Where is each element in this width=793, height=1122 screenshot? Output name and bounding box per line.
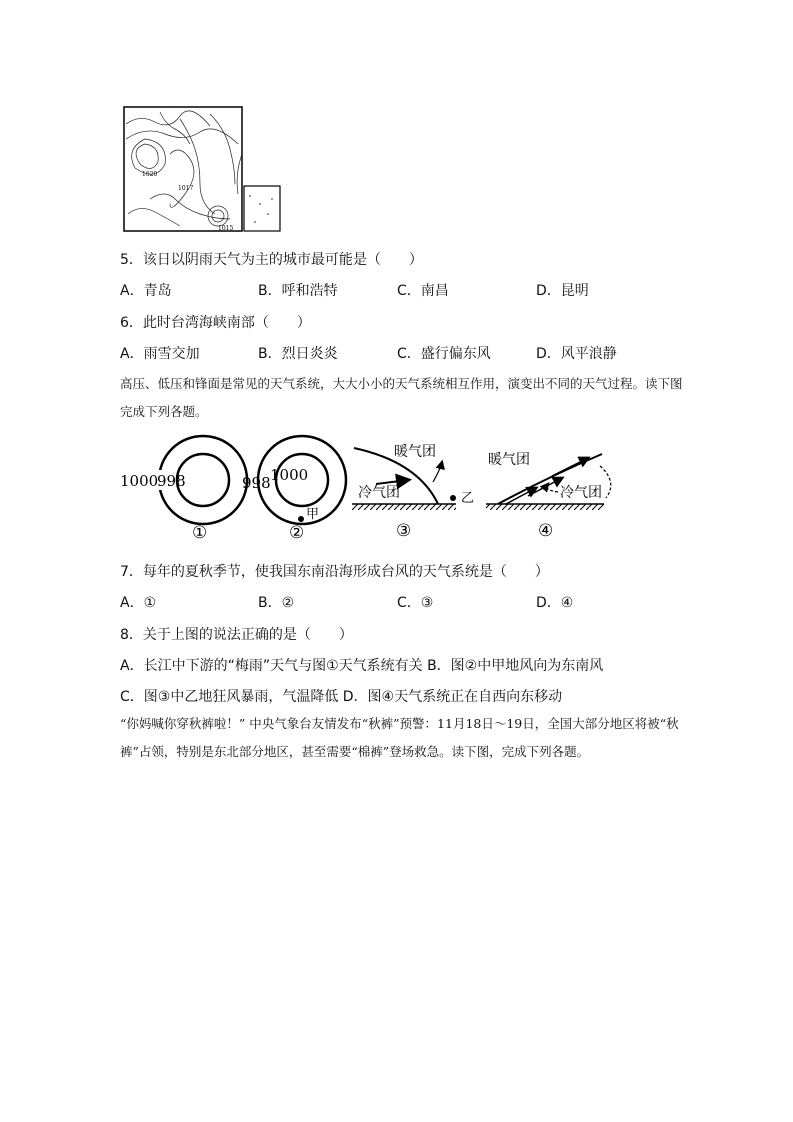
q7-option-d: D．④	[536, 595, 574, 611]
intro-paragraph-1: 高压、低压和锋面是常见的天气系统，大大小小的天气系统相互作用，演变出不同的天气过程。读下图完成下列各题。	[120, 376, 683, 419]
diagram-2-high-pressure	[242, 436, 346, 540]
d3-number: ③	[396, 521, 412, 540]
d3-warm-air-mass: 暖气团	[394, 444, 436, 460]
d3-point-yi: 乙	[461, 491, 475, 506]
q7-option-b: B．②	[258, 595, 295, 611]
d4-number: ④	[538, 521, 554, 540]
q6-option-d: D．风平浪静	[536, 346, 617, 362]
q5-option-a: A．青岛	[120, 283, 172, 299]
question-5-stem: 5．该日以阴雨天气为主的城市最可能是（ ）	[120, 252, 423, 268]
d1-isobar-inner: 998	[157, 472, 186, 490]
q7-option-c: C．③	[397, 595, 434, 611]
q5-option-b: B．呼和浩特	[258, 283, 338, 299]
q6-option-c: C．盛行偏东风	[397, 346, 491, 362]
isobar-label-1020: 1020	[142, 171, 158, 178]
d2-number: ②	[289, 523, 305, 540]
d2-isobar-inner: 1000	[270, 466, 309, 484]
q8-options-line-2: C．图③中乙地狂风暴雨，气温降低 D．图④天气系统正在自西向东移动	[120, 689, 563, 705]
question-8-stem: 8．关于上图的说法正确的是（ ）	[120, 627, 353, 643]
d3-cold-air-mass: 冷气团	[358, 485, 400, 501]
diagram-3-cold-front	[352, 444, 474, 540]
weather-map-figure	[120, 104, 285, 234]
q5-option-d: D．昆明	[536, 283, 589, 299]
question-7-stem: 7．每年的夏秋季节，使我国东南沿海形成台风的天气系统是（ ）	[120, 564, 549, 580]
diagram-4-warm-front	[486, 452, 611, 540]
isobar-label-1015: 1015	[218, 225, 234, 232]
question-6-stem: 6．此时台湾海峡南部（ ）	[120, 315, 311, 331]
q5-option-c: C．南昌	[397, 283, 449, 299]
q6-option-a: A．雨雪交加	[120, 346, 200, 362]
q8-options-line-1: A．长江中下游的“梅雨”天气与图①天气系统有关 B．图②中甲地风向为东南风	[120, 658, 604, 674]
q6-option-b: B．烈日炎炎	[258, 346, 338, 362]
d4-warm-air-mass: 暖气团	[488, 452, 530, 468]
d4-cold-air-mass: 冷气团	[560, 485, 602, 501]
d1-number: ①	[192, 523, 208, 540]
d2-point-jia: 甲	[306, 507, 320, 522]
weather-systems-figure	[118, 432, 618, 540]
diagram-1-low-pressure	[120, 436, 247, 540]
d1-isobar-outer: 1000	[120, 472, 159, 490]
q7-option-a: A．①	[120, 595, 157, 611]
isobar-label-1017: 1017	[178, 185, 194, 192]
d2-isobar-outer: 998	[242, 474, 271, 492]
intro-paragraph-2: “你妈喊你穿秋裤啦！” 中央气象台友情发布“秋裤”预警：11月18日～19日，全国大部分地区将被“秋裤”占领，特别是东北部分地区，甚至需要“棉裤”登场救急。读下图，完成下列各题。	[120, 716, 679, 759]
